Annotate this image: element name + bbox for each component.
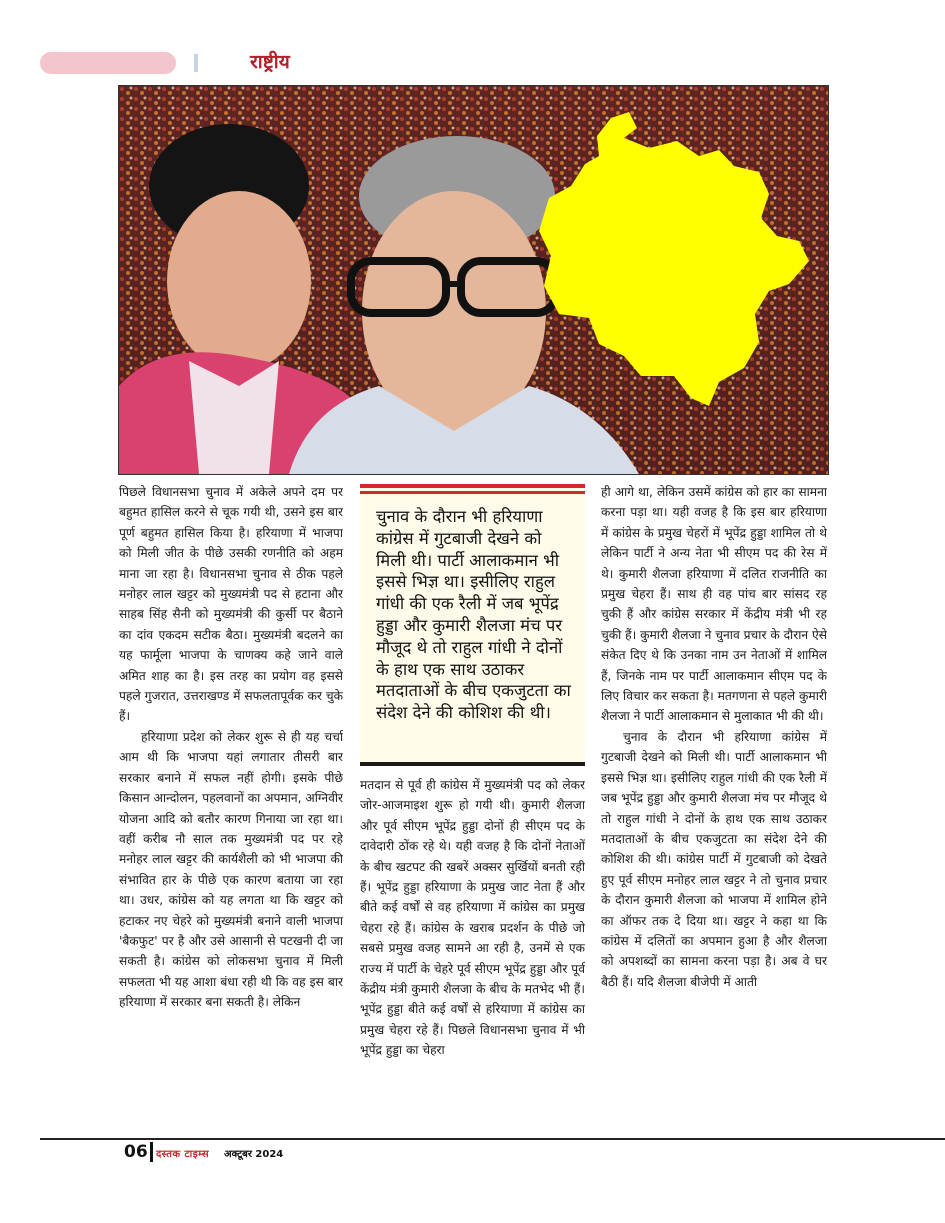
photo-collage-icon: [119, 86, 828, 474]
paragraph: पिछले विधानसभा चुनाव में अकेले अपने दम पर बहुमत हासिल करने से चूक गयी थी, उसने इस बार पूर्ण बहुमत हासिल किया है। हरियाणा में भाजपा को मिली जीत के पीछे उसकी रणनीति को अहम माना जा रहा है। विधानसभा चुनाव से ठीक पहले मनोहर लाल खट्टर को मुख्यमंत्री पद से हटाना और साहब सिंह सैनी को मुख्यमंत्री की कुर्सी पर बैठाने का दांव एकदम सटीक बैठा। मुख्यमंत्री बदलने का यह फार्मूला भाजपा के चाणक्य कहे जाने वाले अमित शाह का है। इस तरह का प्रयोग वह इससे पहले गुजरात, उत्तराखण्ड में सफलतापूर्वक कर चुके हैं।: [119, 485, 343, 724]
paragraph: चुनाव के दौरान भी हरियाणा कांग्रेस में गुटबाजी देखने को मिली थी। पार्टी आलाकमान भी इससे भिज्ञ था। इसीलिए राहुल गांधी की एक रैली में जब भूपेंद्र हुड्डा और कुमारी शैलजा मंच पर मौजूद थे तो राहुल गांधी ने दोनों के हाथ एक साथ उठाकर मतदाताओं के बीच एकजुटता का संदेश देने की कोशिश की थी। कांग्रेस पार्टी में गुटबाजी को देखते हुए पूर्व सीएम मनोहर लाल खट्टर ने तो चुनाव प्रचार के दौरान कुमारी शैलजा को भाजपा में शामिल होने का ऑफर तक दे दिया था। खट्टर ने कहा था कि कांग्रेस में दलितों का अपमान हुआ है और शैलजा को अपशब्दों का सामना करना पड़ा है। अब वे घर बैठी हैं। यदि शैलजा बीजेपी में आती: [601, 729, 827, 989]
pull-quote-box: [360, 484, 585, 766]
issue-date: अक्टूबर 2024: [224, 1149, 284, 1160]
pull-quote-bottom-rule: [360, 762, 585, 766]
footer-divider: [150, 1142, 153, 1162]
article-column-1: [119, 482, 343, 1118]
page-number: 06: [124, 1142, 148, 1162]
pull-quote-text: चुनाव के दौरान भी हरियाणा कांग्रेस में गुटबाजी देखने को मिली थी। पार्टी आलाकमान भी इससे भिज्ञ था। इसीलिए राहुल गांधी की एक रैली में जब भूपेंद्र हुड्डा और कुमारी शैलजा मंच पर मौजूद थे तो राहुल गांधी ने दोनों के हाथ एक साथ उठाकर मतदाताओं के बीच एकजुटता का संदेश देने की कोशिश की थी।: [376, 507, 571, 723]
lead-photo: [118, 85, 829, 475]
section-tab-decoration: [40, 52, 176, 74]
footer-rule: [40, 1138, 945, 1140]
pull-quote-top-rule: [360, 484, 585, 488]
article-column-2: [360, 775, 585, 1118]
header-divider: [194, 54, 198, 72]
paragraph: ही आगे था, लेकिन उसमें कांग्रेस को हार का सामना करना पड़ा था। यही वजह है कि इस बार हरियाणा में कांग्रेस के प्रमुख चेहरों में भूपेंद्र हुड्डा शामिल तो थे लेकिन पार्टी ने अन्य नेता भी सीएम पद की रेस में थे। कुमारी शैलजा हरियाणा में दलित राजनीति का प्रमुख चेहरा हैं। साथ ही वह पांच बार सांसद रह चुकी हैं और कांग्रेस सरकार में केंद्रीय मंत्री भी रह चुकी हैं। कुमारी शैलजा ने चुनाव प्रचार के दौरान ऐसे संकेत दिए थे कि उनका नाम उन नेताओं में शामिल हैं, जिनके नाम पर पार्टी आलाकमान सीएम पद के लिए विचार कर सकता है। मतगणना से पहले कुमारी शैलजा ने पार्टी आलाकमान से मुलाकात भी की थी।: [601, 485, 827, 724]
magazine-logo: दस्तक टाइम्स: [156, 1149, 210, 1160]
paragraph: हरियाणा प्रदेश को लेकर शुरू से ही यह चर्चा आम थी कि भाजपा यहां लगातार तीसरी बार सरकार बनाने में सफल नहीं होगी। इसके पीछे किसान आन्दोलन, पहलवानों का अपमान, अग्निवीर योजना आदि को बतौर कारण गिनाया जा रहा था। वहीं करीब नौ साल तक मुख्यमंत्री पद पर रहे मनोहर लाल खट्टर की कार्यशैली को भी भाजपा की संभावित हार के पीछे एक कारण बताया जा रहा था। उधर, कांग्रेस को यह लगता था कि खट्टर को हटाकर नए चेहरे को मुख्यमंत्री बनाने वाली भाजपा 'बैकफुट' पर है और उसे आसानी से पटखनी दी जा सकती है। कांग्रेस को लोकसभा चुनाव में मिली सफलता भी यह आशा बंधा रही थी कि वह इस बार हरियाणा में सरकार बना सकती है। लेकिन: [119, 729, 343, 1010]
article-column-3: [601, 482, 827, 1118]
paragraph: मतदान से पूर्व ही कांग्रेस में मुख्यमंत्री पद को लेकर जोर-आजमाइश शुरू हो गयी थी। कुमारी शैलजा और पूर्व सीएम भूपेंद्र हुड्डा दोनों ही सीएम पद के दावेदारी ठोंक रहे थे। यही वजह है कि दोनों नेताओं के बीच खटपट की खबरें अक्सर सुर्खियों बनती रही हैं। भूपेंद्र हुड्डा हरियाणा के प्रमुख जाट नेता हैं और बीते कई वर्षों से वह हरियाणा में कांग्रेस का प्रमुख चेहरा रहे हैं। कांग्रेस के खराब प्रदर्शन के पीछे जो सबसे प्रमुख वजह सामने आ रही है, उनमें से एक राज्य में पार्टी के चेहरे पूर्व सीएम भूपेंद्र हुड्डा और पूर्व केंद्रीय मंत्री कुमारी शैलजा के बीच के मतभेद भी हैं। भूपेंद्र हुड्डा बीते कई वर्षों से हरियाणा में कांग्रेस का प्रमुख चेहरा रहे हैं। पिछले विधानसभा चुनाव में भी भूपेंद्र हुड्डा का चेहरा: [360, 778, 585, 1058]
section-title: राष्ट्रीय: [250, 51, 290, 73]
